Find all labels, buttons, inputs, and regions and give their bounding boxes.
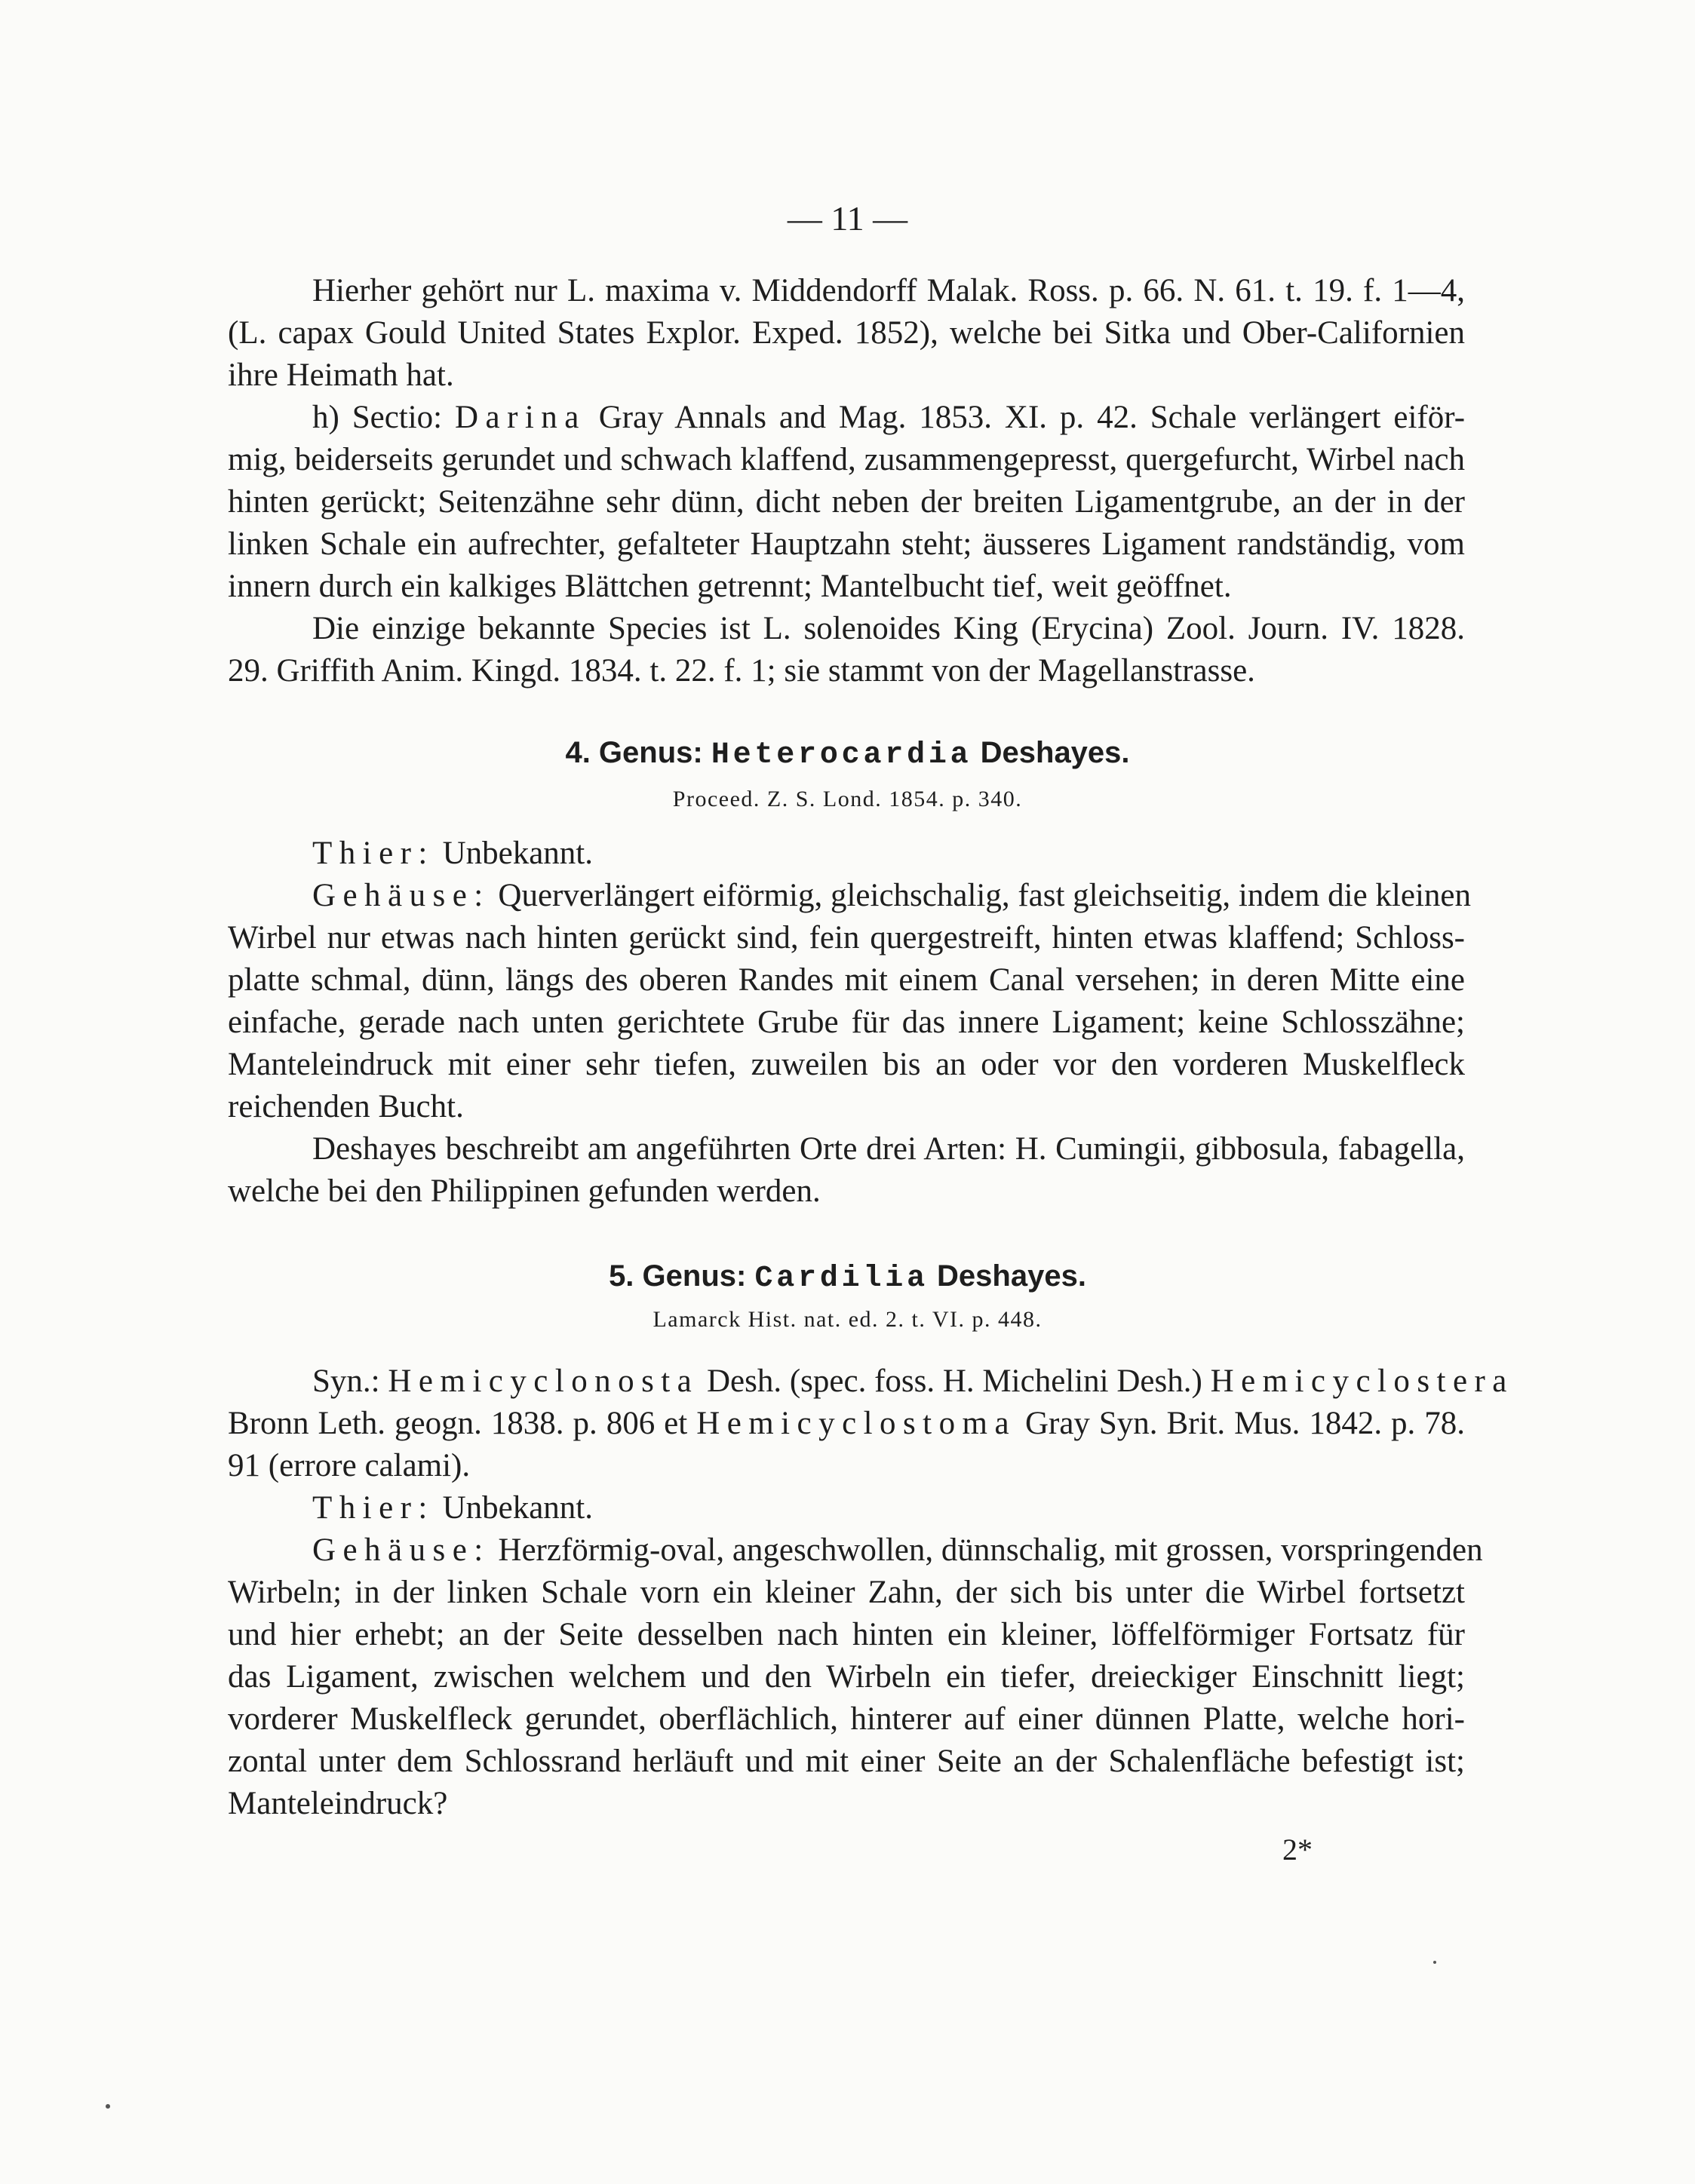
text-line: 91 (errore calami).: [228, 1448, 471, 1483]
genus-prefix: 4. Genus:: [565, 736, 703, 769]
syn-text: Bronn Leth. geogn. 1838. p. 806 et: [228, 1406, 688, 1441]
text-line: Die einzige bekannte Species ist L. solenoides King (Erycina) Zool. Journ. IV. 1828.: [312, 611, 1465, 646]
thier-text: Unbekannt.: [442, 836, 593, 871]
paper-speck: [1433, 1961, 1436, 1964]
text-line: ihre Heimath hat.: [228, 357, 454, 393]
gehaeuse-line: [228, 1529, 1483, 1572]
thier-label: Thier:: [312, 1490, 434, 1526]
text-line: Manteleindruck?: [228, 1786, 448, 1821]
syn-label: Syn.:: [312, 1363, 380, 1399]
genus-name: Heterocardia: [711, 738, 972, 772]
thier-line: [228, 1487, 1465, 1529]
gehaeuse-label: Gehäuse:: [312, 1532, 490, 1568]
text-line: linken Schale ein aufrechter, gefalteter Hauptzahn steht; äusseres Ligament randständig, vom: [228, 526, 1465, 562]
genus-heading: [0, 1256, 1695, 1299]
paper-speck: [106, 2104, 110, 2109]
genus-heading: [0, 733, 1695, 775]
text-line: platte schmal, dünn, längs des oberen Randes mit einem Canal versehen; in deren Mitte eine: [228, 962, 1465, 998]
gehaeuse-text: Herzförmig-oval, angeschwollen, dünnschalig, mit grossen, vorspringenden: [498, 1532, 1483, 1568]
syn-name: Hemicyclostera: [1210, 1363, 1514, 1399]
genus-name: Cardilia: [754, 1262, 929, 1296]
section-darina-line: [228, 397, 1465, 439]
text-line: einfache, gerade nach unten gerichtete Grube für das innere Ligament; keine Schlosszähne;: [228, 1005, 1465, 1040]
text-line: mig, beiderseits gerundet und schwach klaffend, zusammengepresst, quergefurcht, Wirbel nach: [228, 442, 1465, 477]
text-line: 29. Griffith Anim. Kingd. 1834. t. 22. f. 1; sie stammt von der Magellanstrasse.: [228, 653, 1255, 689]
text-line: (L. capax Gould United States Explor. Exped. 1852), welche bei Sitka und Ober-Californien: [228, 315, 1465, 351]
genus-reference: Proceed. Z. S. Lond. 1854. p. 340.: [672, 787, 1023, 811]
thier-line: [228, 833, 1465, 875]
signature-mark: 2*: [1282, 1833, 1313, 1867]
synonym-line: [228, 1360, 1514, 1403]
text-line: und hier erhebt; an der Seite desselben nach hinten ein kleiner, löffelförmiger Fortsatz für: [228, 1617, 1465, 1652]
genus-author: Deshayes.: [980, 736, 1130, 769]
text-line: Deshayes beschreibt am angeführten Orte drei Arten: H. Cumingii, gibbosula, fabagella,: [312, 1131, 1465, 1167]
syn-name: Hemicyclonosta: [388, 1363, 699, 1399]
text-line: Hierher gehört nur L. maxima v. Middendorff Malak. Ross. p. 66. N. 61. t. 19. f. 1—4,: [312, 273, 1465, 308]
thier-label: Thier:: [312, 836, 434, 871]
text-line: reichenden Bucht.: [228, 1089, 464, 1124]
text-line: zontal unter dem Schlossrand herläuft und mit einer Seite an der Schalenfläche befestigt ist;: [228, 1744, 1465, 1779]
text-line: hinten gerückt; Seitenzähne sehr dünn, dicht neben der breiten Ligamentgrube, an der in der: [228, 484, 1465, 520]
text-line: vorderer Muskelfleck gerundet, oberflächlich, hinterer auf einer dünnen Platte, welche hori-: [228, 1701, 1465, 1737]
genus-author: Deshayes.: [937, 1259, 1086, 1293]
section-name: Darina: [455, 400, 586, 435]
syn-text: Desh. (spec. foss. H. Michelini Desh.): [706, 1363, 1202, 1399]
text-line: welche bei den Philippinen gefunden werden.: [228, 1173, 821, 1209]
gehaeuse-text: Querverlängert eiförmig, gleichschalig, fast gleichseitig, indem die kleinen: [498, 878, 1471, 913]
thier-text: Unbekannt.: [442, 1490, 593, 1526]
section-text: Gray Annals and Mag. 1853. XI. p. 42. Schale verlängert eiför-: [598, 400, 1466, 435]
page-number: — 11 —: [787, 199, 908, 238]
section-label: h) Sectio:: [312, 400, 443, 435]
gehaeuse-label: Gehäuse:: [312, 878, 490, 913]
syn-text: Gray Syn. Brit. Mus. 1842. p. 78.: [1024, 1406, 1466, 1441]
synonym-line: [228, 1403, 1465, 1445]
text-line: Wirbel nur etwas nach hinten gerückt sind, fein quergestreift, hinten etwas klaffend; Schloss-: [228, 920, 1465, 956]
genus-prefix: 5. Genus:: [609, 1259, 747, 1293]
text-line: innern durch ein kalkiges Blättchen getrennt; Mantelbucht tief, weit geöffnet.: [228, 569, 1232, 604]
text-line: Wirbeln; in der linken Schale vorn ein kleiner Zahn, der sich bis unter die Wirbel fortsetzt: [228, 1575, 1465, 1610]
text-line: Manteleindruck mit einer sehr tiefen, zuweilen bis an oder vor den vorderen Muskelfleck: [228, 1047, 1465, 1082]
text-line: das Ligament, zwischen welchem und den Wirbeln ein tiefer, dreieckiger Einschnitt liegt;: [228, 1659, 1465, 1695]
syn-name: Hemicyclostoma: [696, 1406, 1016, 1441]
gehaeuse-line: [228, 875, 1471, 917]
genus-reference: Lamarck Hist. nat. ed. 2. t. VI. p. 448.: [653, 1307, 1042, 1332]
